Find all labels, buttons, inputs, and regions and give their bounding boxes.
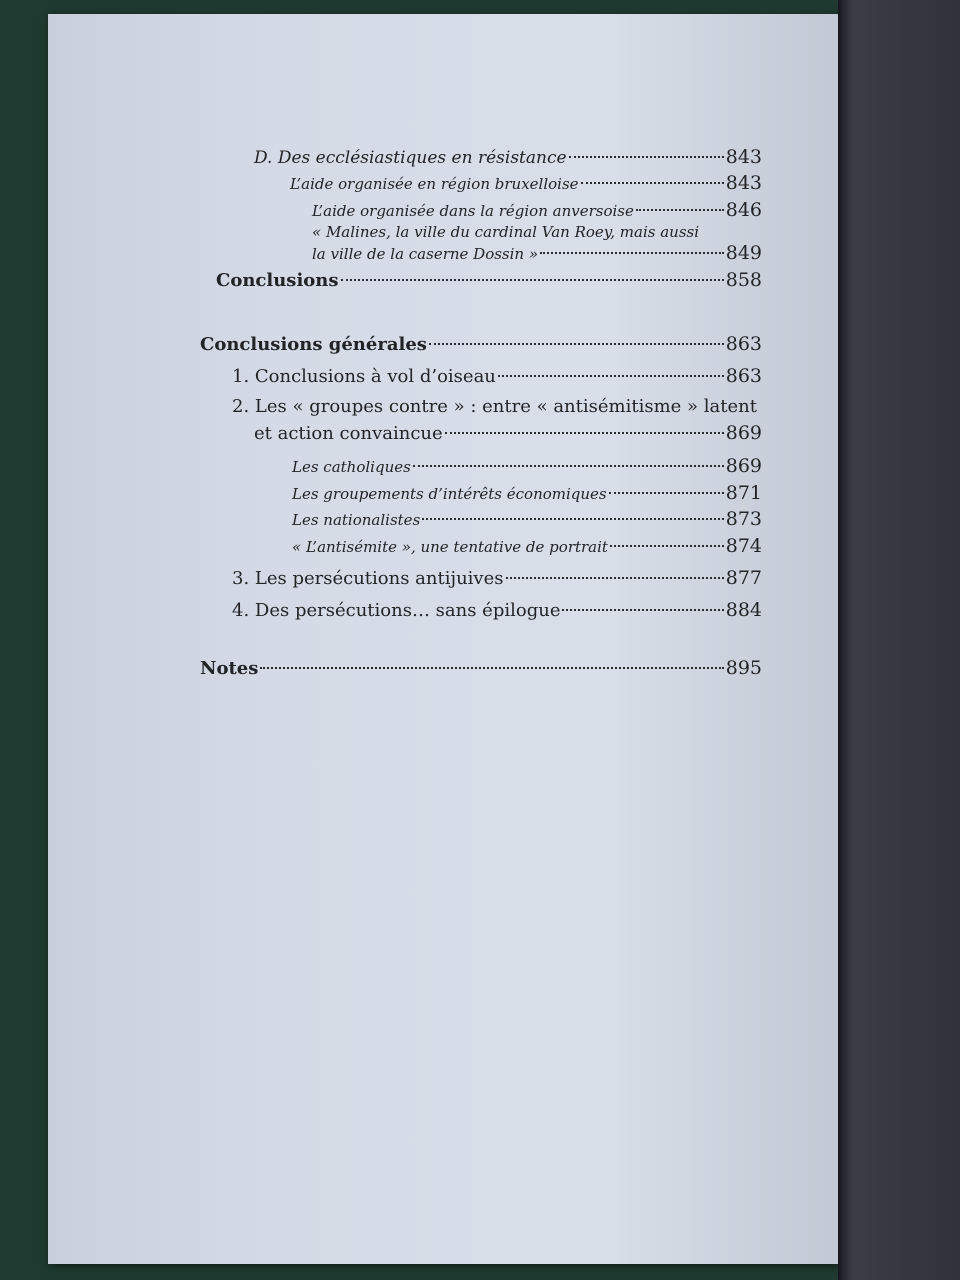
leader-dots [562,609,723,611]
toc-entry-label: Conclusions générales [200,334,427,355]
toc-entry-label: et action convaincue [254,423,443,444]
leader-dots [610,545,724,547]
toc-entry [232,365,762,387]
toc-entry-label: L’aide organisée en région bruxelloise [290,175,579,193]
leader-dots [429,343,724,345]
toc-entry-page: 863 [725,365,762,387]
toc-entry [312,199,762,221]
toc-entry-label: « L’antisémite », une tentative de portrait [292,538,608,556]
toc-entry-label: la ville de la caserne Dossin » [312,245,539,263]
toc-entry-label: 4. Des persécutions… sans épilogue [232,600,561,621]
leader-dots [341,279,724,281]
toc-entry-label-line1: 2. Les « groupes contre » : entre « antisémitisme » latent [232,396,757,417]
leader-dots [498,375,724,377]
toc-entry [292,455,762,477]
leader-dots [413,465,724,467]
leader-dots [260,667,723,669]
toc-entry-page: 846 [725,199,762,221]
toc-entry-label: D. Des ecclésiastiques en résistance [254,148,567,168]
toc-entry [200,657,762,679]
toc-entry-page: 858 [725,269,762,291]
adjacent-page-edge [838,0,960,1280]
toc-entry [200,333,762,355]
toc-entry [312,242,762,264]
toc-entry-label: L’aide organisée dans la région anversoise [312,202,634,220]
toc-entry [232,567,762,589]
toc-entry-label: 3. Les persécutions antijuives [232,568,504,589]
toc-entry-page: 874 [725,535,762,557]
toc-entry-page: 863 [725,333,762,355]
toc-entry [254,422,762,444]
leader-dots [581,182,724,184]
leader-dots [540,252,724,254]
toc-entry [232,599,762,621]
toc-entry-page: 869 [725,422,762,444]
toc-entry-label: Les groupements d’intérêts économiques [292,485,607,503]
toc-entry [292,535,762,557]
toc-entry [216,269,762,291]
toc-entry [290,172,762,194]
toc-entry-label: Notes [200,658,259,679]
leader-dots [569,156,724,158]
toc-entry-page: 849 [725,242,762,264]
toc-entry-page: 843 [725,146,762,168]
toc-entry-page: 843 [725,172,762,194]
table-of-contents [48,14,838,1264]
leader-dots [506,577,724,579]
toc-entry [254,146,762,168]
leader-dots [422,518,723,520]
toc-entry-label: Conclusions [216,270,339,291]
toc-entry-page: 877 [725,567,762,589]
toc-entry [292,508,762,530]
toc-entry-page: 873 [725,508,762,530]
toc-entry-label: 1. Conclusions à vol d’oiseau [232,366,496,387]
toc-entry-page: 869 [725,455,762,477]
leader-dots [636,209,724,211]
toc-entry [292,482,762,504]
toc-entry-label: Les catholiques [292,458,411,476]
toc-entry-label: Les nationalistes [292,511,421,529]
leader-dots [445,432,724,434]
toc-entry-page: 895 [725,657,762,679]
toc-entry-page: 871 [725,482,762,504]
leader-dots [609,492,724,494]
toc-entry-label-line1: « Malines, la ville du cardinal Van Roey, mais aussi [312,223,700,241]
toc-entry-page: 884 [725,599,762,621]
